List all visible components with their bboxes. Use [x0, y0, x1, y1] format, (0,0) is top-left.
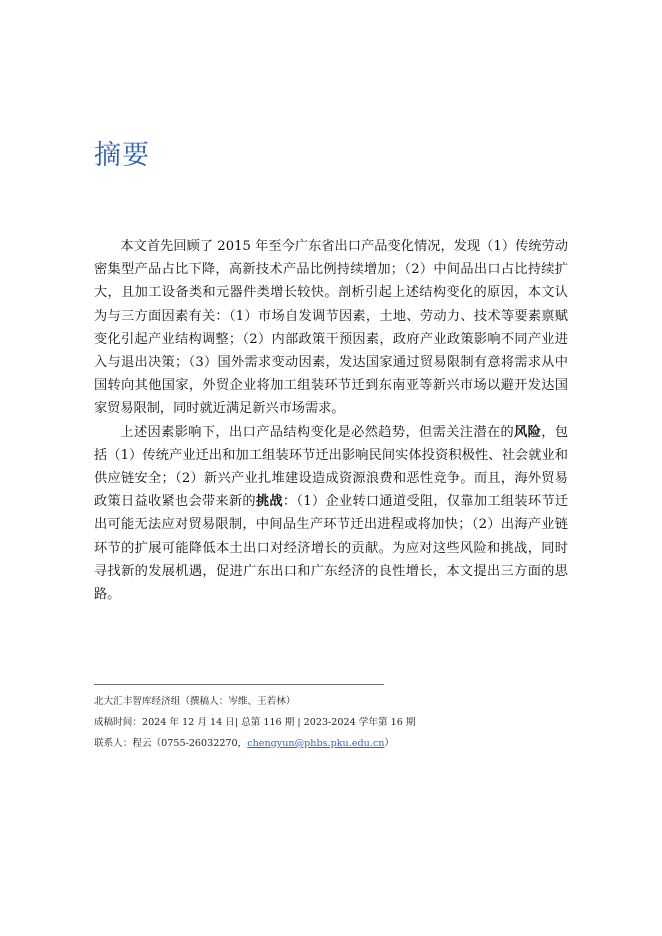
challenge-keyword: 挑战: [255, 494, 283, 510]
footer-contact: [94, 733, 568, 754]
risk-keyword: 风险: [514, 424, 542, 440]
footer: [94, 691, 568, 754]
abstract-paragraph-2: [94, 421, 568, 607]
footer-divider: [94, 684, 384, 685]
footer-date-line: 成稿时间：2024 年 12 月 14 日| 总第 116 期 | 2023-2024 学年第 16 期: [94, 717, 416, 728]
contact-suffix: ）: [384, 738, 394, 749]
abstract-paragraph-1: 本文首先回顾了 2015 年至今广东省出口产品变化情况，发现（1）传统劳动密集型产品占比下降，高新技术产品比例持续增加；（2）中间品出口占比持续扩大，且加工设备类和元器件类增长较快。剖析引起上述结构变化的原因，本文认为与三方面因素有关：（1）市场自发调节因素，土地、劳动力、技术等要素禀赋变化引起产业结构调整；（2）内部政策干预因素，政府产业政策影响不同产业进入与退出决策；（3）国外需求变动因素，发达国家通过贸易限制有意将需求从中国转向其他国家，外贸企业将加工组装环节迁到东南亚等新兴市场以避开发达国家贸易限制，同时就近满足新兴市场需求。: [94, 239, 568, 417]
paragraph-text: ：（1）企业转口通道受阻，仅靠加工组装环节迁出可能无法应对贸易限制，中间品生产环节迁出进程或将加快；（2）出海产业链环节的扩展可能降低本土出口对经济增长的贡献。为应对这些风险和挑战，同时寻找新的发展机遇，促进广东出口和广东经济的良性增长，本文提出三方面的思路。: [94, 494, 569, 603]
contact-prefix: 联系人：程云（0755-26032270，: [94, 738, 248, 749]
footer-authors: 北大汇丰智库经济组（撰稿人：岑维、王若林）: [94, 696, 296, 707]
abstract-body: [94, 235, 568, 606]
email-link[interactable]: chengyun@phbs.pku.edu.cn: [247, 738, 385, 749]
paragraph-text: ，包括（1）传统产业迁出和加工组装环节迁出影响民间实体投资积极性、社会就业和供应链安全；（2）新兴产业扎堆建设造成资源浪费和恶性竞争。而且，海外贸易政策日益收紧也会带来新的: [94, 424, 569, 510]
paragraph-text: 上述因素影响下，出口产品结构变化是必然趋势，但需关注潜在的: [120, 424, 515, 440]
page-title: 摘要: [94, 140, 150, 171]
